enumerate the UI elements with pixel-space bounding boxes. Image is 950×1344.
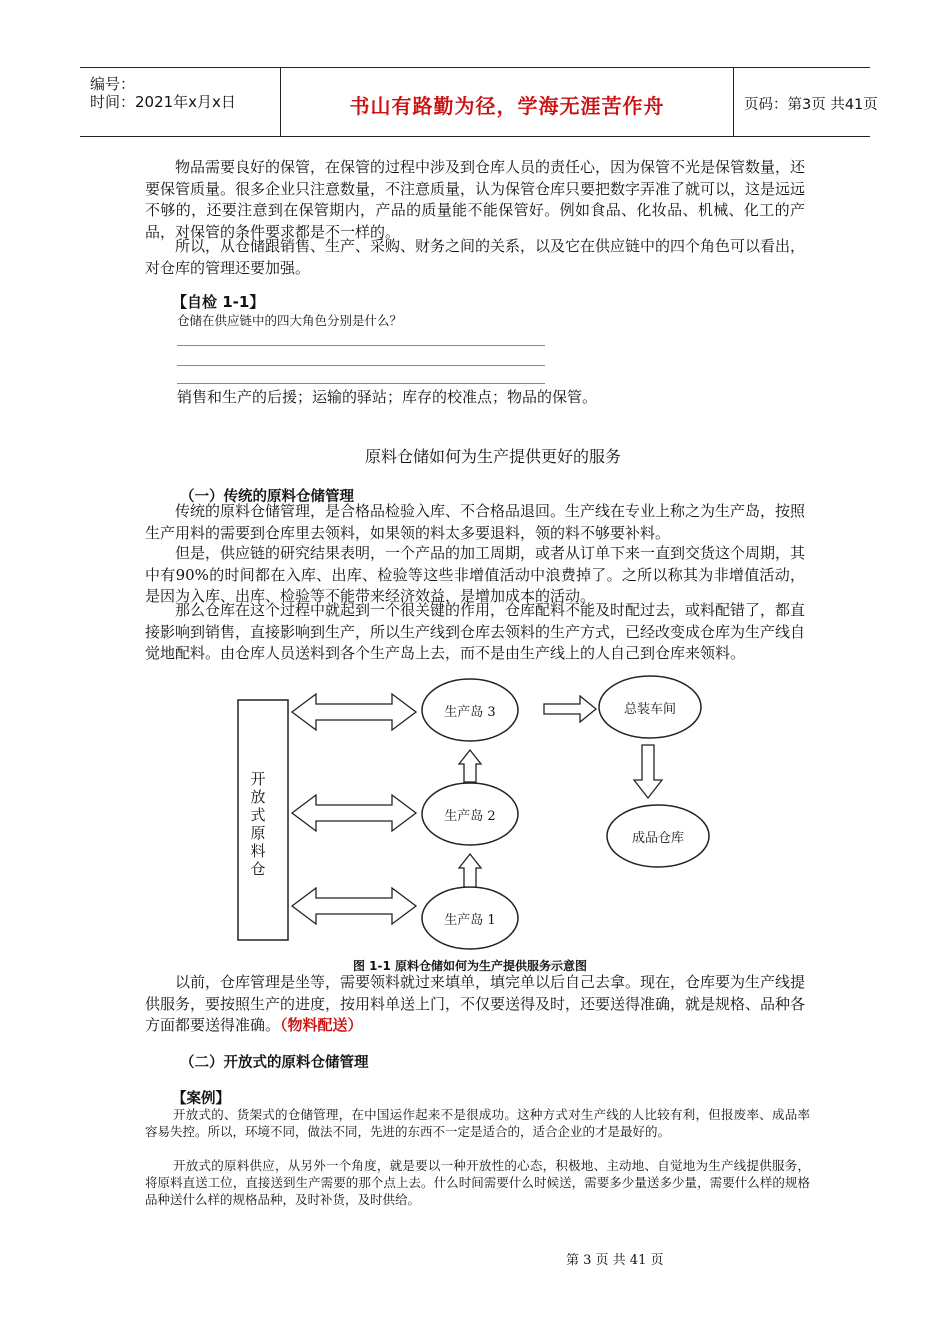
warehouse-label: 开放式原料仓 — [250, 770, 266, 878]
section1-paragraph-1: 传统的原料仓储管理，是合格品检验入库、不合格品退回。生产线在专业上称之为生产岛，按照生产用料的需要到仓库里去领料，如果领的料太多要退料，领的料不够要补料。 — [145, 502, 806, 542]
section-title: 原料仓储如何为生产提供更好的服务 — [364, 447, 621, 466]
answer-line — [177, 345, 545, 346]
header-right-cell — [734, 68, 878, 136]
self-check-title: 【自检 1-1】 — [172, 293, 265, 311]
number-label: 编号： — [90, 75, 136, 93]
double-arrow-icon — [292, 795, 416, 831]
case-paragraph-2: 开放式的原料供应，从另外一个角度，就是要以一种开放性的心态，积极地、主动地、自觉地为生产线提供服务，将原料直送工位，直接送到生产需要的那个点上去。什么时间需要什么时候送，需要多少量送多少量，需要什么样的规格品种送什么样的规格品种，及时补货，及时供给。 — [145, 1158, 810, 1207]
double-arrow-icon — [292, 694, 416, 730]
self-check-answer: 销售和生产的后援；运输的驿站；库存的校准点；物品的保管。 — [177, 388, 598, 406]
right-arrow-icon — [544, 696, 596, 722]
figure-caption: 图 1-1 原料仓储如何为生产提供服务示意图 — [353, 959, 588, 973]
page-footer: 第 3 页 共 41 页 — [566, 1253, 664, 1268]
up-arrow-icon — [459, 854, 481, 887]
section2-heading: （二）开放式的原料仓储管理 — [180, 1055, 369, 1071]
self-check-question: 仓储在供应链中的四大角色分别是什么？ — [177, 313, 403, 328]
answer-line — [177, 365, 545, 366]
page-header — [80, 67, 878, 137]
paragraph-storage: 物品需要良好的保管，在保管的过程中涉及到仓库人员的责任心，因为保管不光是保管数量，还要保管质量。很多企业只注意数量，不注意质量，认为保管仓库只要把数字弄准了就可以，这是远远不够的，还要注意到在保管期内，产品的质量能不能保管好。例如食品、化妆品、机械、化工的产品，对保管的条件要求都是不一样的。 — [145, 158, 806, 241]
header-center-cell — [280, 68, 734, 136]
header-left-cell — [80, 68, 280, 136]
section1-heading: （一）传统的原料仓储管理 — [180, 489, 354, 505]
material-delivery-highlight: （物料配送） — [280, 1016, 363, 1034]
after-figure-paragraph — [145, 972, 805, 1037]
up-arrow-icon — [459, 750, 481, 782]
assembly-label: 总装车间 — [623, 702, 676, 717]
case-title: 【案例】 — [172, 1091, 230, 1107]
down-arrow-icon — [634, 745, 662, 798]
page-label: 页码：第3页 共41页 — [744, 97, 878, 113]
paragraph-conclusion: 所以，从仓储跟销售、生产、采购、财务之间的关系，以及它在供应链中的四个角色可以看出，对仓库的管理还要加强。 — [145, 237, 806, 277]
island-1-label: 生产岛 1 — [444, 913, 496, 928]
after-figure-text: 以前，仓库管理是坐等，需要领料就过来填单，填完单以后自己去拿。现在，仓库要为生产线提供服务，要按照生产的进度，按用料单送上门，不仅要送得及时，还要送得准确，就是规格、品种各方面都要送得准确。 — [145, 973, 806, 1034]
answer-line — [177, 383, 545, 384]
double-arrow-icon — [292, 888, 416, 924]
time-label: 时间：2021年x月x日 — [90, 93, 236, 111]
section1-paragraph-2: 但是，供应链的研究结果表明，一个产品的加工周期，或者从订单下来一直到交货这个周期，其中有90%的时间都在入库、出库、检验等这些非增值活动中浪费掉了。之所以称其为非增值活动，是因为入库、出库、检验等不能带来经济效益，是增加成本的活动。 — [145, 544, 806, 605]
finished-goods-label: 成品仓库 — [631, 831, 684, 846]
section1-paragraph-3: 那么仓库在这个过程中就起到一个很关键的作用，仓库配料不能及时配过去，或料配错了，都直接影响到销售，直接影响到生产，所以生产线到仓库去领料的生产方式，已经改变成仓库为生产线自觉地配料。由仓库人员送料到各个生产岛上去，而不是由生产线上的人自己到仓库来领料。 — [145, 601, 806, 662]
island-2-label: 生产岛 2 — [444, 809, 496, 824]
island-3-label: 生产岛 3 — [444, 705, 496, 720]
motto: 书山有路勤为径，学海无涯苦作舟 — [349, 94, 665, 118]
case-paragraph-1: 开放式的、货架式的仓储管理，在中国运作起来不是很成功。这种方式对生产线的人比较有利，但报废率、成品率容易失控。所以，环境不同，做法不同，先进的东西不一定是适合的，适合企业的才是最好的。 — [145, 1107, 810, 1139]
